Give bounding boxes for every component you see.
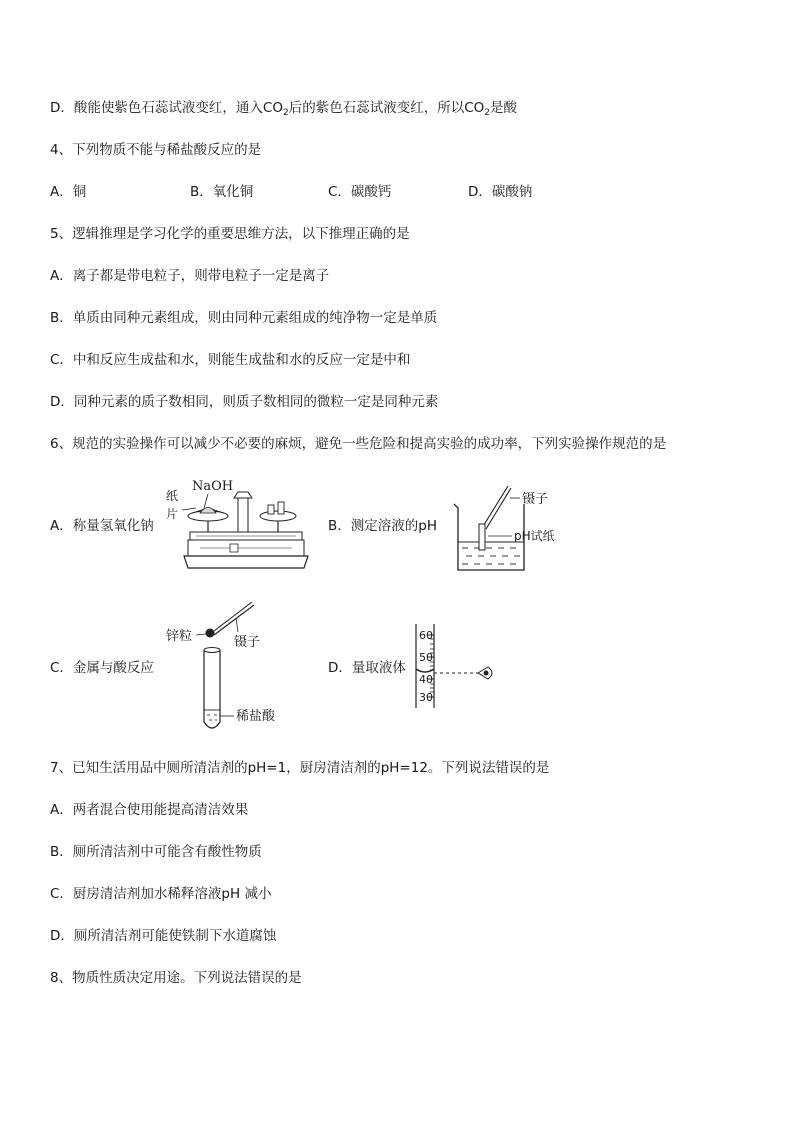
tweezers-label: 镊子 xyxy=(522,492,549,507)
balance-figure xyxy=(160,472,310,574)
paper-label-1: 纸 xyxy=(166,489,179,503)
q6-option-d-label: D．量取液体 xyxy=(328,660,406,676)
naoh-pointer xyxy=(204,494,208,508)
q7-option-b: B．厕所清洁剂中可能含有酸性物质 xyxy=(50,844,262,860)
q3-optd-text-1: D．酸能使紫色石蕊试液变红，通入 xyxy=(50,100,263,116)
q5-option-d: D．同种元素的质子数相同，则质子数相同的微粒一定是同种元素 xyxy=(50,394,439,410)
q4-option-b: B．氧化铜 xyxy=(190,184,254,200)
zinc-label: 锌粒 xyxy=(166,629,193,644)
weight-1 xyxy=(268,505,274,514)
test-tube-mouth xyxy=(204,648,220,653)
tweezers-arm-2 xyxy=(214,605,254,635)
cylinder-reading-figure xyxy=(408,622,500,710)
q4-stem: 4、下列物质不能与稀盐酸反应的是 xyxy=(50,142,262,158)
q7-stem: 7、已知生活用品中厕所清洁剂的pH=1，厨房清洁剂的pH=12。下列说法错误的是 xyxy=(50,760,550,776)
meniscus xyxy=(416,669,434,672)
balance-base xyxy=(184,556,308,568)
balance-pillar xyxy=(238,498,248,534)
ph-paper-strip xyxy=(479,524,485,550)
co2-formula: CO xyxy=(262,100,283,116)
zinc-pointer xyxy=(196,634,206,635)
q6-option-a-label: A．称量氢氧化钠 xyxy=(50,518,154,534)
zinc-granule xyxy=(206,629,215,638)
q4-option-c: C．碳酸钙 xyxy=(328,184,392,200)
tweezers-label: 镊子 xyxy=(234,635,261,650)
ph-test-figure xyxy=(448,484,568,576)
paper-pointer xyxy=(182,508,196,510)
weight-2 xyxy=(278,502,284,514)
q7-option-a: A．两者混合使用能提高清洁效果 xyxy=(50,802,249,818)
tick-label-60: 60 xyxy=(419,629,433,642)
co2-subscript: 2 xyxy=(484,108,490,118)
q5-stem: 5、逻辑推理是学习化学的重要思维方法，以下推理正确的是 xyxy=(50,226,410,242)
tick-label-50: 50 xyxy=(419,651,433,664)
q5-option-a: A．离子都是带电粒子，则带电粒子一定是离子 xyxy=(50,268,330,284)
q6-stem: 6、规范的实验操作可以减少不必要的麻烦，避免一些危险和提高实验的成功率，下列实验操作规范的是 xyxy=(50,436,667,452)
balance-top xyxy=(234,492,252,498)
acid-dashes xyxy=(207,715,217,720)
q6-option-b-label: B．测定溶液的pH xyxy=(328,518,437,534)
q3-optd-text-3: 是酸 xyxy=(490,100,517,116)
co2-subscript: 2 xyxy=(282,108,289,118)
q4-option-a: A．铜 xyxy=(50,184,87,200)
q5-option-b: B．单质由同种元素组成，则由同种元素组成的纯净物一定是单质 xyxy=(50,310,438,326)
liquid-dashes xyxy=(462,548,520,564)
tweezers-arm-1 xyxy=(482,486,508,528)
q5-option-c: C．中和反应生成盐和水，则能生成盐和水的反应一定是中和 xyxy=(50,352,411,368)
tweezers-arm-1 xyxy=(214,602,252,631)
q7-option-d: D．厕所清洁剂可能使铁制下水道腐蚀 xyxy=(50,928,277,944)
naoh-pile xyxy=(200,508,216,514)
paper-label-2: 片 xyxy=(166,507,179,521)
tick-label-40: 40 xyxy=(419,673,433,686)
tweezers-pointer xyxy=(236,618,238,632)
tick-label-30: 30 xyxy=(419,691,433,704)
ph-paper-label: pH试纸 xyxy=(514,529,555,543)
tweezers-arm-2 xyxy=(486,488,511,529)
rider xyxy=(230,544,238,552)
naoh-label: NaOH xyxy=(192,479,234,494)
q3-option-d xyxy=(50,98,517,118)
q3-optd-text-2: 后的紫色石蕊试液变红，所以 xyxy=(288,100,465,116)
q6-option-c-label: C．金属与酸反应 xyxy=(50,660,154,676)
acid-label: 稀盐酸 xyxy=(236,709,276,724)
q7-option-c: C．厨房清洁剂加水稀释溶液pH 减小 xyxy=(50,886,272,902)
test-tube xyxy=(204,650,220,728)
co2-formula: CO xyxy=(464,100,485,116)
metal-acid-figure xyxy=(164,598,314,736)
q4-option-d: D．碳酸钠 xyxy=(468,184,533,200)
q8-stem: 8、物质性质决定用途。下列说法错误的是 xyxy=(50,970,302,986)
eye-pupil xyxy=(484,671,489,676)
